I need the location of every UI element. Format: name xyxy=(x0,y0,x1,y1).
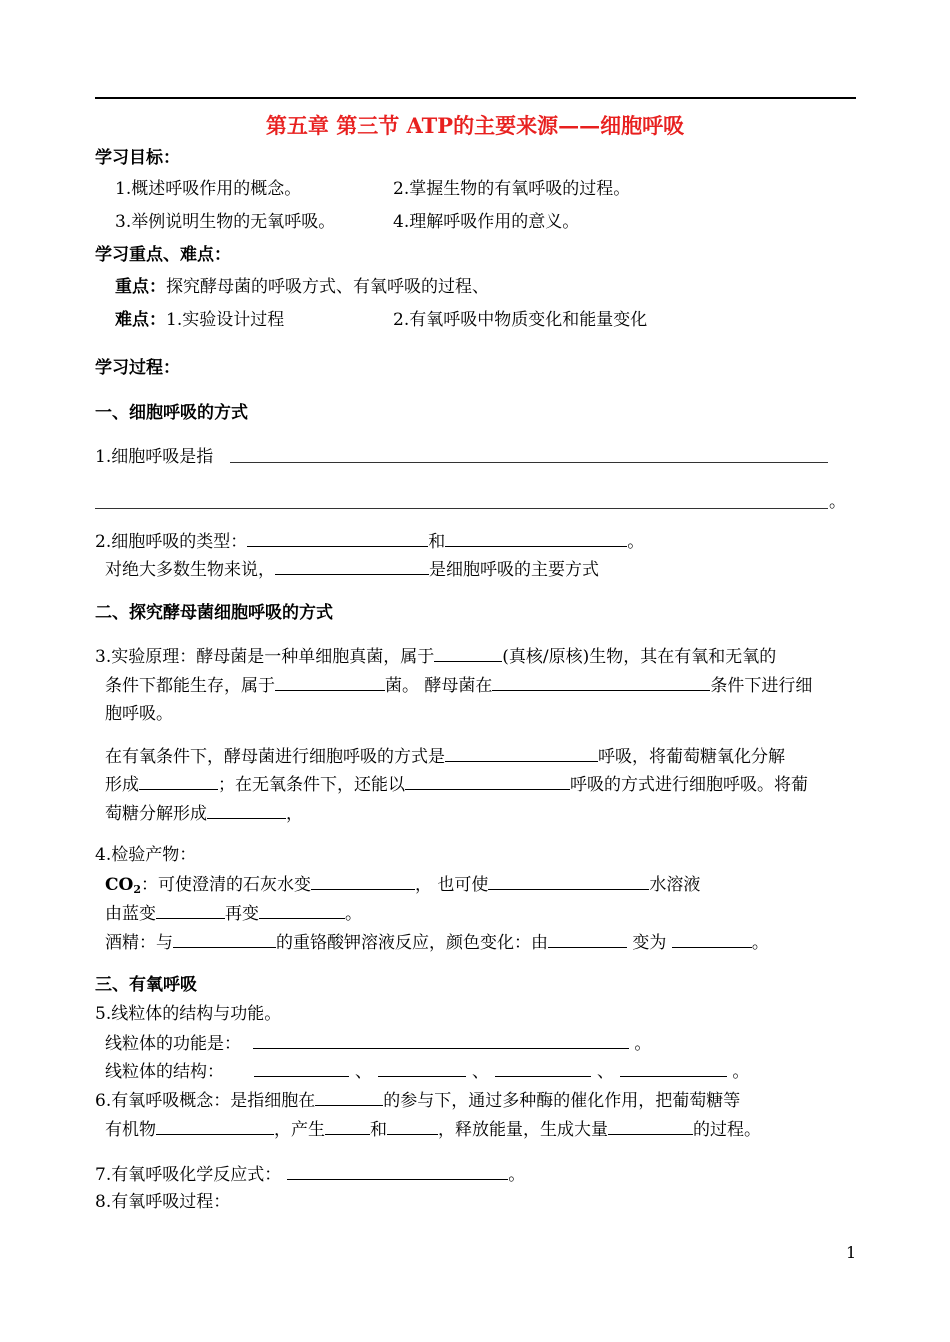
q6-text-a: 6.有氧呼吸概念：是指细胞在 xyxy=(95,1091,316,1111)
alcohol-blank-1[interactable] xyxy=(173,930,276,948)
alcohol-line xyxy=(105,930,769,955)
q4-label: 4.检验产物： xyxy=(95,845,197,865)
alcohol-blank-2[interactable] xyxy=(548,930,627,948)
goals-heading: 学习目标： xyxy=(95,148,180,168)
co2-line-2 xyxy=(105,901,362,926)
q1-label: 1.细胞呼吸是指 xyxy=(95,447,214,467)
co2-label: CO xyxy=(105,875,134,895)
alcohol-text-b: 的重铬酸钾溶液反应，颜色变化：由 xyxy=(276,933,548,953)
q7-blank[interactable] xyxy=(287,1162,508,1180)
q3-line-3: 胞呼吸。 xyxy=(105,704,173,724)
q6-line-1 xyxy=(95,1088,740,1113)
co2-text-d: 由蓝变 xyxy=(105,904,156,924)
q6-text-f: ，释放能量，生成大量 xyxy=(438,1120,608,1140)
para-text-e: 呼吸的方式进行细胞呼吸。将葡 xyxy=(570,775,808,795)
q6-text-b: 的参与下，通过多种酶的催化作用，把葡萄糖等 xyxy=(383,1091,741,1111)
para-line-3 xyxy=(105,801,303,826)
section-3-heading: 三、有氧呼吸 xyxy=(95,975,197,995)
q7-text-a: 7.有氧呼吸化学反应式： xyxy=(95,1165,282,1185)
key-heading: 学习重点、难点： xyxy=(95,245,231,265)
q2-text-a: 2.细胞呼吸的类型： xyxy=(95,532,248,552)
para-line-1 xyxy=(105,744,785,769)
q3-text-e: 条件下进行细 xyxy=(710,676,813,696)
para-blank-2[interactable] xyxy=(139,772,218,790)
q2-line2-text-b: 是细胞呼吸的主要方式 xyxy=(429,560,599,580)
q2-blank-1[interactable] xyxy=(247,529,428,547)
page-title: 第五章 第三节 ATP的主要来源——细胞呼吸 xyxy=(265,113,685,138)
co2-subscript: 2 xyxy=(133,883,141,896)
key-label: 重点： xyxy=(115,277,166,297)
alcohol-text-a: 酒精：与 xyxy=(105,933,173,953)
para-text-a: 在有氧条件下，酵母菌进行细胞呼吸的方式是 xyxy=(105,747,445,767)
goal-item-2: 2.掌握生物的有氧呼吸的过程。 xyxy=(393,179,631,199)
alcohol-text-c: 变为 xyxy=(627,933,672,953)
difficult-item-2: 2.有氧呼吸中物质变化和能量变化 xyxy=(393,310,648,330)
separator-2: 、 xyxy=(472,1062,489,1082)
para-text-d: ；在无氧条件下，还能以 xyxy=(218,775,405,795)
goal-item-4: 4.理解呼吸作用的意义。 xyxy=(393,212,580,232)
q3-text-b: (真核/原核)生物，其在有氧和无氧的 xyxy=(502,647,777,667)
q7-line xyxy=(95,1162,525,1187)
q2-blank-3[interactable] xyxy=(275,557,429,575)
co2-text-a: ：可使澄清的石灰水变 xyxy=(141,875,311,895)
difficult-label: 难点： xyxy=(115,310,166,330)
q2-line-2 xyxy=(105,557,599,582)
q6-blank-5[interactable] xyxy=(608,1117,693,1135)
key-points xyxy=(115,275,489,299)
mito-structure-blank-1[interactable] xyxy=(254,1059,349,1077)
q6-line-2 xyxy=(105,1117,761,1142)
mito-structure-label: 线粒体的结构： xyxy=(105,1062,224,1082)
separator-3: 、 xyxy=(597,1062,614,1082)
q3-blank-1[interactable] xyxy=(434,644,502,662)
para-blank-3[interactable] xyxy=(405,772,570,790)
co2-line-1 xyxy=(105,872,700,902)
q5-label: 5.线粒体的结构与功能。 xyxy=(95,1004,282,1024)
q3-blank-3[interactable] xyxy=(492,673,710,691)
co2-blank-3[interactable] xyxy=(156,901,225,919)
q3-blank-2[interactable] xyxy=(275,673,385,691)
co2-blank-1[interactable] xyxy=(311,872,415,890)
para-blank-1[interactable] xyxy=(445,744,598,762)
q3-line-1 xyxy=(95,644,776,669)
q6-text-d: ，产生 xyxy=(274,1120,325,1140)
para-line-2 xyxy=(105,772,808,797)
q6-blank-3[interactable] xyxy=(325,1117,370,1135)
header-rule xyxy=(95,97,856,99)
mito-function-label: 线粒体的功能是： xyxy=(105,1034,241,1054)
q2-blank-2[interactable] xyxy=(445,529,627,547)
q8-label: 8.有氧呼吸过程： xyxy=(95,1192,231,1212)
section-1-heading: 一、细胞呼吸的方式 xyxy=(95,403,248,423)
section-2-heading: 二、探究酵母菌细胞呼吸的方式 xyxy=(95,603,333,623)
mito-structure-blank-3[interactable] xyxy=(495,1059,591,1077)
mito-structure-blank-2[interactable] xyxy=(378,1059,466,1077)
mito-structure xyxy=(105,1059,749,1084)
key-text: 探究酵母菌的呼吸方式、有氧呼吸的过程、 xyxy=(166,277,489,297)
para-text-g: ， xyxy=(286,804,303,824)
q7-text-b: 。 xyxy=(508,1165,526,1185)
separator-1: 、 xyxy=(355,1062,372,1082)
co2-text-c: 水溶液 xyxy=(649,875,701,895)
q3-text-d: 菌。 酵母菌在 xyxy=(385,676,493,696)
q6-blank-1[interactable] xyxy=(315,1088,383,1106)
q3-text-c: 条件下都能生存，属于 xyxy=(105,676,275,696)
alcohol-text-d: 。 xyxy=(751,933,769,953)
page-number: 1 xyxy=(846,1243,857,1262)
goal-item-3: 3.举例说明生物的无氧呼吸。 xyxy=(115,212,336,232)
mito-function-blank[interactable] xyxy=(253,1031,629,1049)
mito-function xyxy=(105,1031,651,1056)
co2-text-b: ， 也可使 xyxy=(415,875,489,895)
co2-text-e: 再变 xyxy=(225,904,259,924)
mito-structure-blank-4[interactable] xyxy=(620,1059,727,1077)
q3-line-2 xyxy=(105,673,812,698)
mito-function-end: 。 xyxy=(629,1034,652,1054)
co2-blank-2[interactable] xyxy=(488,872,649,890)
q6-text-e: 和 xyxy=(370,1120,387,1140)
q6-text-c: 有机物 xyxy=(105,1120,156,1140)
para-text-f: 萄糖分解形成 xyxy=(105,804,207,824)
co2-blank-4[interactable] xyxy=(259,901,345,919)
q2-line2-text-a: 对绝大多数生物来说， xyxy=(105,560,275,580)
mito-structure-end: 。 xyxy=(727,1062,750,1082)
process-heading: 学习过程： xyxy=(95,358,180,378)
difficult-points xyxy=(115,308,284,332)
co2-text-f: 。 xyxy=(345,904,362,924)
q2-text-b: 和 xyxy=(428,532,446,552)
q2 xyxy=(95,529,644,554)
q3-text-a: 3.实验原理：酵母菌是一种单细胞真菌，属于 xyxy=(95,647,435,667)
para-blank-4[interactable] xyxy=(207,801,286,819)
q1-blank-line-2[interactable] xyxy=(95,508,828,509)
q1-blank-line-1[interactable] xyxy=(230,462,828,463)
q6-blank-2[interactable] xyxy=(156,1117,274,1135)
difficult-item-1: 1.实验设计过程 xyxy=(166,310,285,330)
q6-text-g: 的过程。 xyxy=(693,1120,761,1140)
q2-text-c: 。 xyxy=(627,532,645,552)
alcohol-blank-3[interactable] xyxy=(672,930,752,948)
goal-item-1: 1.概述呼吸作用的概念。 xyxy=(115,179,302,199)
para-text-b: 呼吸，将葡萄糖氧化分解 xyxy=(598,747,785,767)
para-text-c: 形成 xyxy=(105,775,139,795)
q1-end: 。 xyxy=(829,492,846,512)
q6-blank-4[interactable] xyxy=(387,1117,438,1135)
